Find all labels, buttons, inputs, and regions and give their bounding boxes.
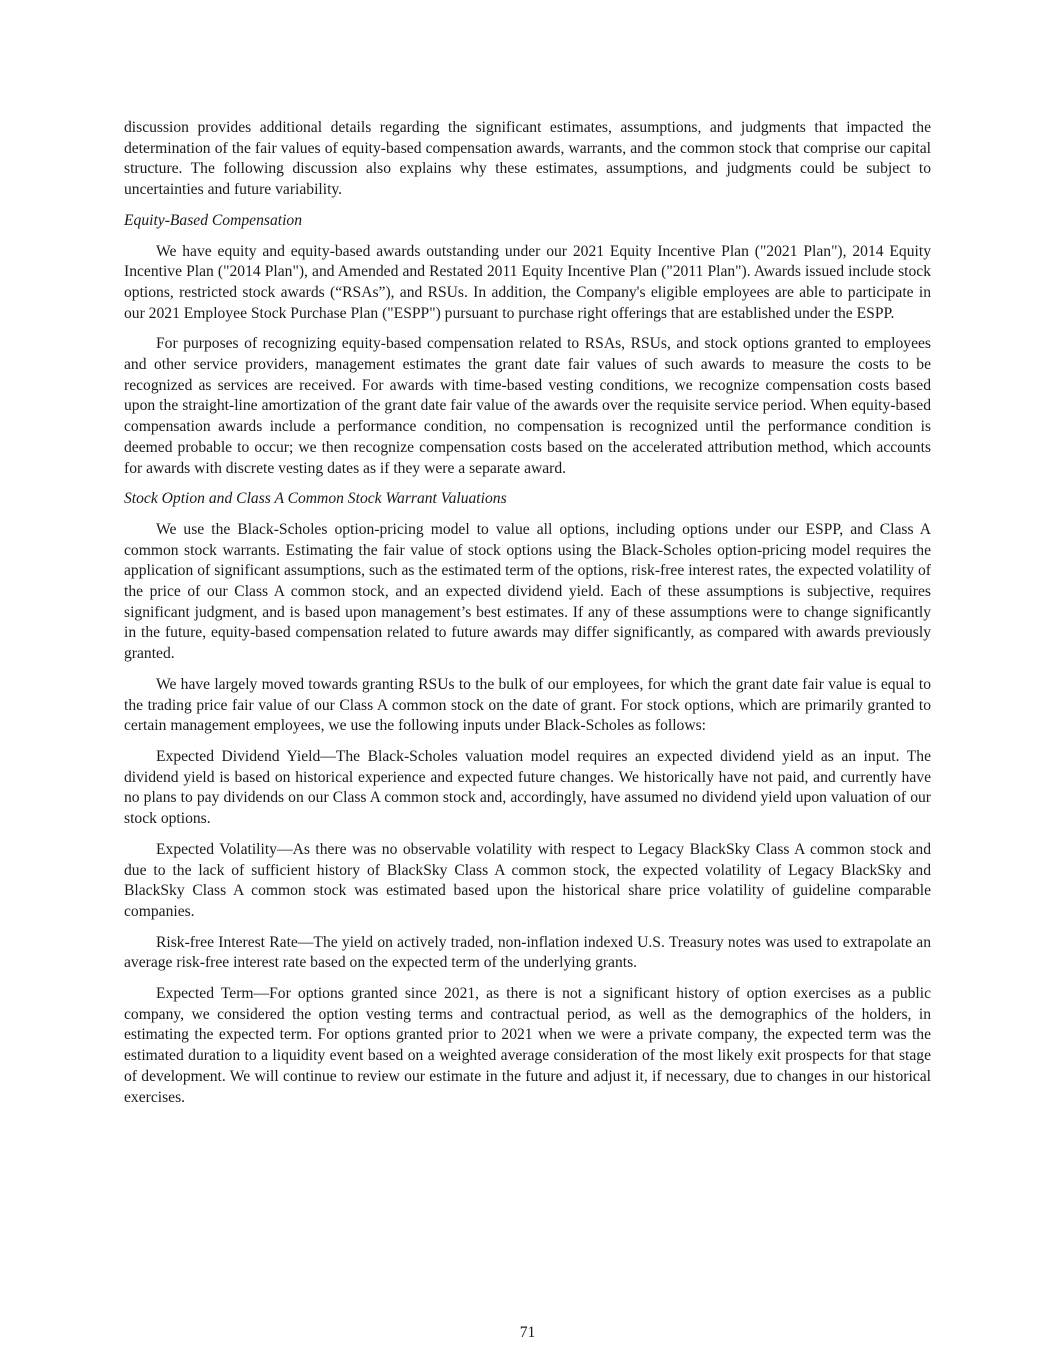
expected-dividend-yield-paragraph: Expected Dividend Yield—The Black-Scholes valuation model requires an expected dividend yield as an input. The dividend yield is based on historical experience and expected future changes. We historically have not paid, and currently have no plans to pay dividends on our Class A common stock and, accordingly, have assumed no dividend yield upon valuation of our stock options. [124,747,931,828]
rsu-grants-paragraph: We have largely moved towards granting RSUs to the bulk of our employees, for which the grant date fair value is equal to the trading price fair value of our Class A common stock on the date of grant. For stock options, which are primarily granted to certain management employees, we use the following inputs under Black-Scholes as follows: [124,675,931,735]
document-body [124,118,931,1118]
expected-term-paragraph: Expected Term—For options granted since 2021, as there is not a significant history of option exercises as a public company, we considered the option vesting terms and contractual period, as well as the demographics of the holders, in estimating the expected term. For options granted prior to 2021 when we were a private company, the expected term was the estimated duration to a liquidity event based on a weighted average consideration of the most likely exit prospects for that stage of development. We will continue to review our estimate in the future and adjust it, if necessary, due to changes in our historical exercises. [124,985,931,1106]
equity-plans-paragraph: We have equity and equity-based awards outstanding under our 2021 Equity Incentive Plan ("2021 Plan"), 2014 Equity Incentive Plan ("2014 Plan"), and Amended and Restated 2011 Equity Incentive Plan ("2011 Plan"). Awards issued include stock options, restricted stock awards (“RSAs”), and RSUs. In addition, the Company's eligible employees are able to participate in our 2021 Employee Stock Purchase Plan ("ESPP") pursuant to purchase right offerings that are established under the ESPP. [124,242,931,322]
stock-option-valuation-heading: Stock Option and Class A Common Stock Warrant Valuations [124,490,507,508]
page-number: 71 [519,1324,536,1341]
equity-recognition-paragraph: For purposes of recognizing equity-based compensation related to RSAs, RSUs, and stock options granted to employees and other service providers, management estimates the grant date fair values of such awards to measure the costs to be recognized as services are received. For awards with time-based vesting conditions, we recognize compensation costs based upon the straight-line amortization of the grant date fair value of the awards over the requisite service period. When equity-based compensation awards include a performance condition, no compensation is recognized until the performance condition is deemed probable to occur; we then recognize compensation costs based on the accelerated attribution method, which accounts for awards with discrete vesting dates as if they were a separate award. [124,335,931,477]
black-scholes-paragraph: We use the Black-Scholes option-pricing model to value all options, including options under our ESPP, and Class A common stock warrants. Estimating the fair value of stock options using the Black-Scholes option-pricing model requires the application of significant assumptions, such as the estimated term of the options, risk-free interest rates, the expected volatility of the price of our Class A common stock, and an expected dividend yield. Each of these assumptions is subjective, requires significant judgment, and is based upon management’s best estimates. If any of these assumptions were to change significantly in the future, equity-based compensation related to future awards may differ significantly, as compared with awards previously granted. [124,520,931,663]
risk-free-rate-paragraph: Risk-free Interest Rate—The yield on actively traded, non-inflation indexed U.S. Treasury notes was used to extrapolate an average risk-free interest rate based on the expected term of the underlying grants. [124,933,931,972]
intro-paragraph: discussion provides additional details regarding the significant estimates, assumptions, and judgments that impacted the determination of the fair values of equity-based compensation awards, warrants, and the common stock that comprise our capital structure. The following discussion also explains why these estimates, assumptions, and judgments could be subject to uncertainties and future variability. [124,119,931,199]
equity-compensation-heading: Equity-Based Compensation [124,211,303,229]
expected-volatility-paragraph: Expected Volatility—As there was no observable volatility with respect to Legacy BlackSky Class A common stock and due to the lack of sufficient history of BlackSky Class A common stock, the expected volatility of Legacy BlackSky and BlackSky Class A common stock was estimated based upon the historical share price volatility of guideline comparable companies. [124,840,931,920]
